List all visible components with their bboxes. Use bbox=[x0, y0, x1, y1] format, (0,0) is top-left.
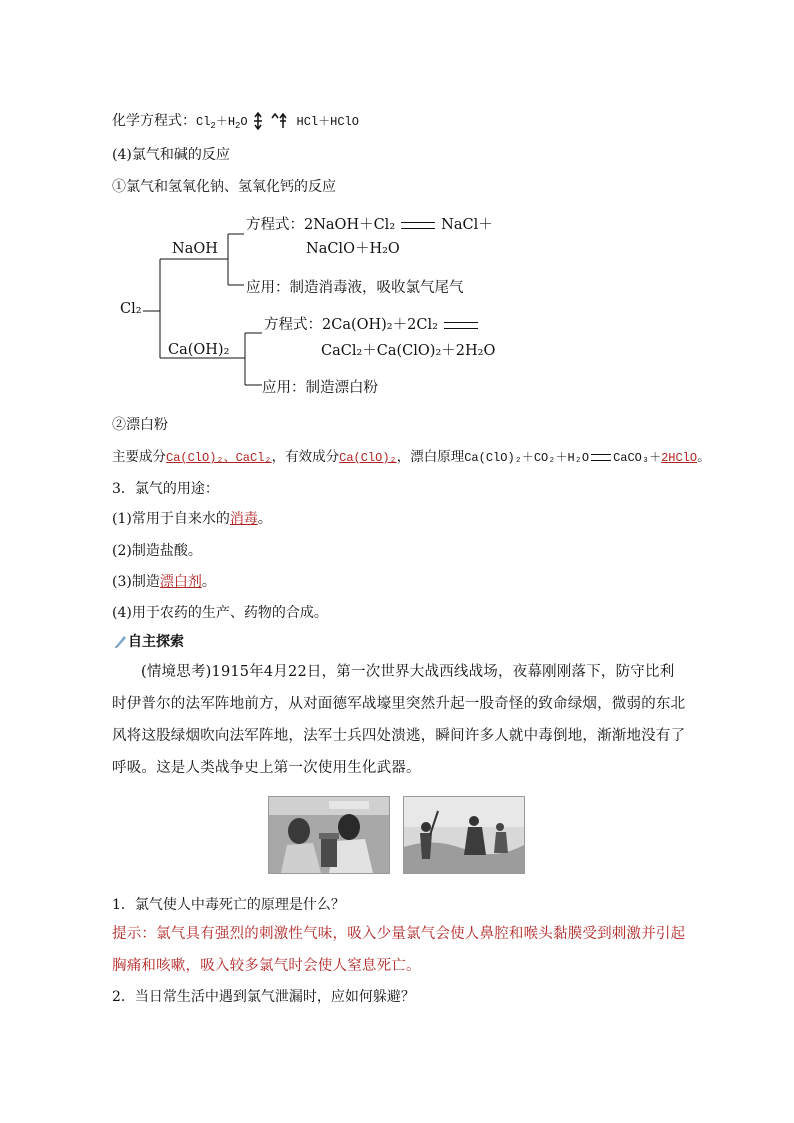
tree-naoh-use: 应用：制造消毒液，吸收氯气尾气 bbox=[246, 280, 464, 296]
pen-icon bbox=[114, 634, 128, 648]
use-item: (3)制造漂白剂。 bbox=[112, 574, 216, 590]
use-item: (4)用于农药的生产、药物的合成。 bbox=[112, 605, 328, 621]
story-paragraph: (情境思考)1915年4月22日，第一次世界大战西线战场，夜幕刚刚落下，防守比利时伊普尔的法军阵地前方，从对面德军战壕里突然升起一股奇怪的致命绿烟，微弱的东北风将这股绿烟吹向法军阵地，法军士兵四处溃逃，瞬间许多人就中毒倒地，渐渐地没有了呼吸。这是人类战争史上第一次使用生化武器。 bbox=[112, 664, 686, 776]
battlefield-photo-right bbox=[403, 796, 525, 874]
tree-naoh-equation-cont: NaClO＋H₂O bbox=[306, 241, 400, 257]
answer-blank: Ca(ClO)₂ bbox=[339, 451, 397, 465]
uses-title: 3．氯气的用途： bbox=[112, 481, 219, 497]
bleach-line: 主要成分Ca(ClO)₂、CaCl₂，有效成分Ca(ClO)₂，漂白原理Ca(ClO)₂＋CO₂＋H₂O CaCO₃＋2HClO。 bbox=[112, 449, 711, 465]
gas-mask-photo-left bbox=[268, 796, 390, 874]
equals-sign-icon bbox=[591, 454, 611, 461]
use-item: (1)常用于自来水的消毒。 bbox=[112, 511, 272, 527]
question-2: 2．当日常生活中遇到氯气泄漏时，应如何躲避？ bbox=[112, 989, 415, 1005]
equals-sign-icon bbox=[444, 322, 478, 329]
bleach-title: ②漂白粉 bbox=[112, 417, 168, 433]
tree-caoh-use: 应用：制造漂白粉 bbox=[262, 380, 378, 396]
use-item: (2)制造盐酸。 bbox=[112, 543, 202, 559]
equation-lhs: $Cl_2+H_2O$ bbox=[196, 115, 248, 131]
tree-naoh-label: NaOH bbox=[172, 241, 218, 257]
tree-caoh-label: Ca(OH)₂ bbox=[168, 342, 230, 358]
answer-blank: 漂白剂 bbox=[159, 574, 202, 590]
tree-naoh-equation: 方程式：2NaOH＋Cl₂ NaCl＋ bbox=[246, 217, 493, 233]
sub1-title: ①氯气和氢氧化钠、氢氧化钙的反应 bbox=[112, 179, 336, 195]
question-1: 1．氯气使人中毒死亡的原理是什么？ bbox=[112, 897, 345, 913]
equals-sign-icon bbox=[401, 222, 435, 229]
answer-blank: 消毒 bbox=[229, 511, 258, 527]
tree-root-cl2: Cl₂ bbox=[120, 301, 142, 317]
answer-blank: Ca(ClO)₂、CaCl₂ bbox=[166, 451, 272, 465]
tree-caoh-equation-cont: CaCl₂＋Ca(ClO)₂＋2H₂O bbox=[321, 343, 496, 359]
equation-rhs: HCl＋HClO bbox=[296, 115, 359, 129]
hint-1: 提示：氯气具有强烈的刺激性气味，吸入少量氯气会使人鼻腔和喉头黏膜受到刺激并引起胸痛和咳嗽，吸入较多氯气时会使人窒息死亡。 bbox=[112, 926, 686, 974]
answer-blank: 2HClO bbox=[661, 451, 698, 465]
equation-label: 化学方程式： bbox=[112, 113, 196, 129]
tree-caoh-equation: 方程式：2Ca(OH)₂＋2Cl₂ bbox=[264, 313, 484, 334]
explore-heading: 自主探索 bbox=[114, 633, 184, 651]
section4-title: (4)氯气和碱的反应 bbox=[112, 147, 230, 163]
